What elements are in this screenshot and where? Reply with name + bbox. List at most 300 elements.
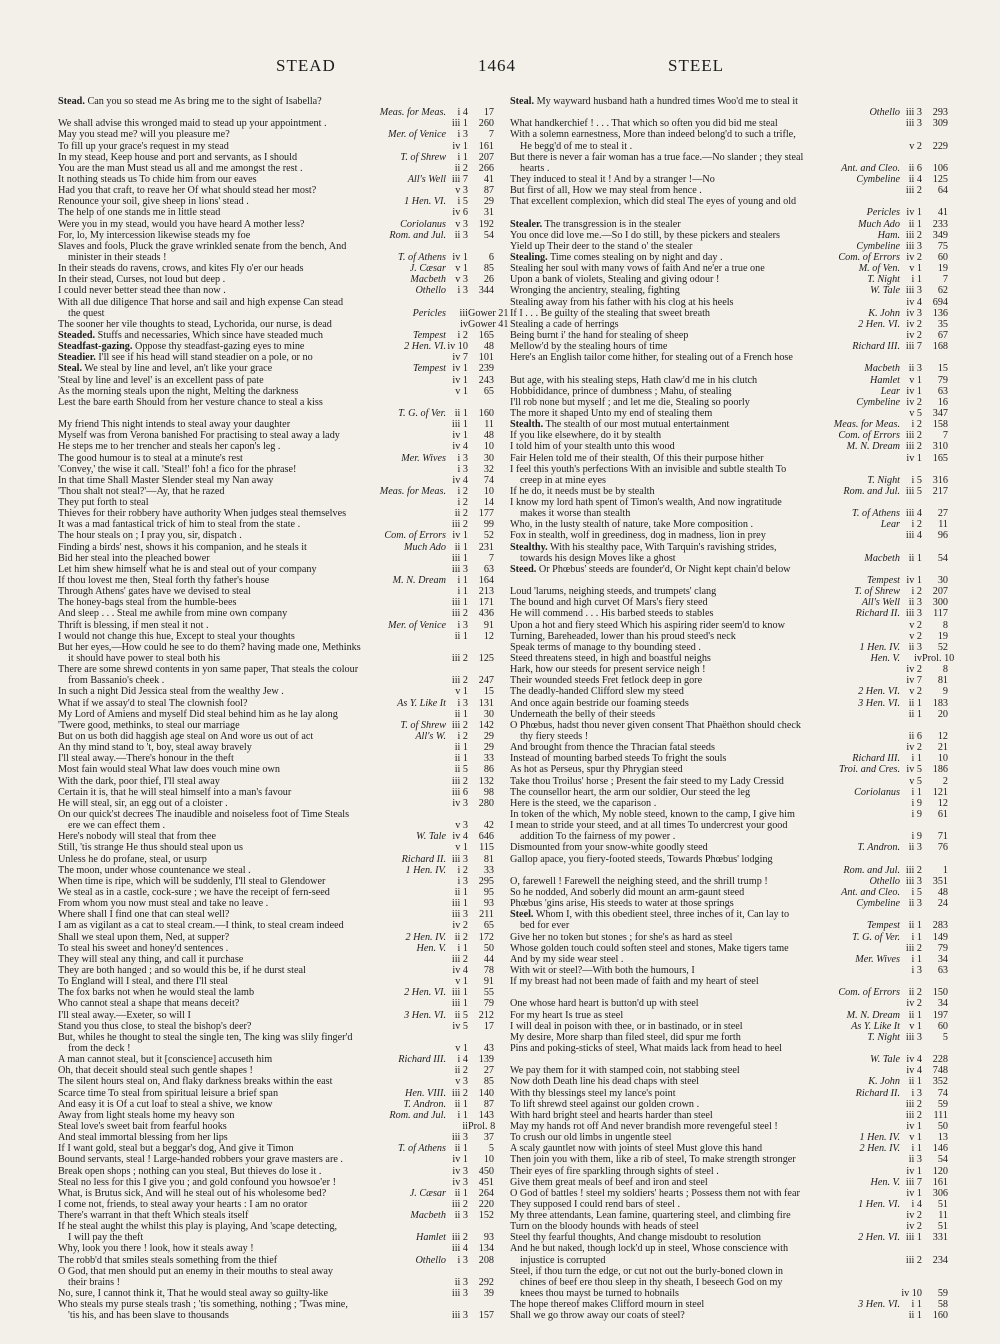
play-title: 3 Hen. VI.	[404, 1009, 446, 1021]
line-number: 748	[932, 1065, 948, 1077]
quotation-text: the quest	[68, 307, 105, 319]
play-reference	[898, 809, 948, 820]
act-scene: i 1	[457, 151, 468, 163]
play-reference	[402, 1010, 494, 1021]
concordance-line	[58, 508, 494, 519]
headword: Stealthy.	[510, 541, 548, 553]
act-scene: v 3	[455, 274, 468, 286]
line-number: 91	[483, 619, 494, 631]
concordance-line	[58, 553, 494, 564]
concordance-line	[58, 776, 494, 787]
concordance-line	[510, 174, 948, 185]
quotation-text: May my hands rot off And never brandish more revengeful steel !	[510, 1120, 778, 1132]
act-scene: iii 2	[905, 441, 922, 453]
act-scene: i 5	[457, 196, 468, 208]
line-number: 293	[932, 107, 948, 119]
headword: Steal.	[510, 96, 535, 107]
line-number: 149	[932, 931, 948, 943]
quotation-text: I feel this youth's perfections With an invisible and subtle stealth To	[510, 463, 787, 475]
quotation-text: To England will I steal, and there I'll steal	[58, 976, 229, 988]
concordance-line	[510, 1099, 948, 1110]
concordance-line	[58, 519, 494, 530]
play-reference	[444, 1076, 494, 1087]
line-number: 451	[478, 1176, 494, 1188]
concordance-line	[510, 1277, 948, 1288]
act-scene: ii 2	[454, 931, 468, 943]
concordance-line	[510, 1032, 948, 1043]
quotation-text: And steal immortal blessing from her lips	[58, 1132, 228, 1144]
act-scene: iii 2	[451, 608, 468, 620]
quotation-text: O Phœbus, hadst thou never given consent That Phaëthon should check	[510, 719, 801, 731]
line-number: 50	[483, 942, 494, 954]
line-number: 7	[488, 129, 494, 141]
line-number: 207	[932, 586, 948, 598]
headword: Steadfast-gazing.	[58, 341, 133, 353]
quotation-text: The good humour is to steal at a minute's rest	[58, 452, 243, 464]
act-scene: ii 3	[908, 363, 922, 375]
quotation-text: Upon a bank of violets, Stealing and giving odour !	[510, 274, 720, 286]
play-reference	[444, 564, 494, 575]
act-scene: iii 1	[451, 987, 468, 999]
play-title: 1 Hen. VI.	[404, 196, 446, 208]
concordance-line	[510, 508, 948, 519]
concordance-line	[58, 586, 494, 597]
line-number: 12	[937, 731, 948, 743]
play-reference	[898, 664, 948, 675]
line-number: 115	[479, 842, 494, 854]
play-reference	[898, 1099, 948, 1110]
play-title: W. Tale	[870, 285, 900, 297]
act-scene: i 3	[457, 463, 468, 475]
quotation-text: An thy mind stand to 't, boy, steal away bravely	[58, 742, 252, 754]
concordance-line	[510, 865, 948, 876]
line-number: 63	[937, 385, 948, 397]
act-scene: i 1	[911, 786, 922, 798]
concordance-line	[58, 976, 494, 987]
line-number: 26	[483, 274, 494, 286]
line-number: 78	[483, 964, 494, 976]
quotation-text: Stand you thus close, to steal the bishop's deer?	[58, 1020, 252, 1032]
quotation-text: Fair Helen told me of their stealth, Of this their purpose hither	[510, 452, 764, 464]
quotation-text: Wronging the ancientry, stealing, fighting	[510, 285, 680, 297]
act-scene: i 2	[911, 519, 922, 531]
act-scene: i 1	[911, 1299, 922, 1311]
quotation-text: thy fiery steeds !	[520, 731, 589, 743]
quotation-text: In my stead, Keep house and port and servants, as I should	[58, 151, 298, 163]
concordance-line	[58, 1243, 494, 1254]
line-number: 157	[478, 1310, 494, 1322]
play-reference	[898, 631, 948, 642]
play-title: All's Well	[861, 597, 900, 609]
line-number: 60	[937, 1020, 948, 1032]
play-reference	[850, 932, 948, 943]
quotation-text: Yield up Their deer to the stand o' the stealer	[510, 240, 693, 252]
quotation-text: So he nodded, And soberly did mount an arm-gaunt steed	[510, 886, 745, 898]
line-number: 5	[488, 1143, 494, 1155]
play-title: Rom. and Jul.	[389, 1109, 446, 1121]
play-reference	[444, 1154, 494, 1165]
quotation-text: For, lo, My intercession likewise steads my foe	[58, 229, 251, 241]
quotation-text: Steal love's sweet bait from fearful hooks	[58, 1120, 227, 1132]
act-scene: i 1	[457, 586, 468, 598]
act-scene: iv 2	[906, 329, 922, 341]
play-title: Hen. V.	[416, 942, 446, 954]
play-reference	[444, 1021, 494, 1032]
play-reference	[387, 230, 494, 241]
concordance-line	[58, 453, 494, 464]
quotation-text: I mean to stride your steed, and at all times To undercrest your good	[510, 820, 788, 832]
act-scene: v 2	[909, 140, 922, 152]
quotation-text: Give them great meals of beef and iron and steel	[510, 1176, 708, 1188]
concordance-line	[58, 1143, 494, 1154]
act-scene: iii 2	[451, 719, 468, 731]
play-reference	[444, 653, 494, 664]
act-scene: iv 4	[452, 441, 468, 453]
play-reference	[444, 597, 494, 608]
line-number: 19	[937, 630, 948, 642]
quotation-text: But age, with his stealing steps, Hath claw'd me in his clutch	[510, 374, 758, 386]
act-scene: iii 3	[451, 853, 468, 865]
act-scene: ii 1	[908, 1076, 922, 1088]
play-reference	[391, 575, 494, 586]
play-reference	[398, 152, 494, 163]
act-scene: iii 4	[905, 530, 922, 542]
left-column	[58, 96, 509, 1334]
line-number: 11	[938, 519, 948, 531]
play-reference	[444, 441, 494, 452]
play-reference	[850, 753, 948, 764]
play-title: Tempest	[412, 363, 446, 375]
concordance-line	[510, 1221, 948, 1232]
quotation-text: In such a night Did Jessica steal from the wealthy Jew .	[58, 686, 284, 698]
play-reference	[850, 508, 948, 519]
concordance-line	[58, 620, 494, 631]
play-reference	[396, 252, 494, 263]
quotation-text: I'll steal away.—There's honour in the theft	[58, 753, 234, 765]
line-number: 30	[483, 452, 494, 464]
play-reference	[444, 998, 494, 1009]
concordance-line	[58, 608, 494, 619]
concordance-line	[510, 764, 948, 775]
play-title: Cymbeline	[856, 173, 900, 185]
quotation-text: If thou lovest me then, Steal forth thy father's house	[58, 575, 270, 587]
line-number: 280	[478, 797, 494, 809]
concordance-line	[58, 497, 494, 508]
concordance-line	[510, 620, 948, 631]
act-scene: iv 1	[452, 1154, 468, 1166]
play-reference	[865, 575, 948, 586]
play-title: Meas. for Meas.	[379, 485, 446, 497]
running-head	[58, 56, 942, 82]
play-title: Mer. Wives	[855, 953, 900, 965]
quotation-text: Finding a birds' nest, shows it his companion, and he steals it	[58, 541, 307, 553]
play-reference	[849, 1021, 948, 1032]
act-scene: ii 1	[454, 1143, 468, 1155]
quotation-text: A man cannot steal, but it [conscience] accuseth him	[58, 1054, 273, 1066]
quotation-text: My three attendants, Lean famine, quartering steel, and climbing fire	[510, 1210, 791, 1222]
play-reference	[879, 519, 948, 530]
line-number: 8	[942, 664, 948, 676]
quotation-text: That excellent complexion, which did steal The eyes of young and old	[510, 196, 797, 208]
play-reference	[862, 553, 948, 564]
play-reference	[865, 207, 948, 218]
play-reference	[898, 1288, 948, 1299]
play-title: Troi. and Cres.	[839, 764, 900, 776]
concordance-line	[510, 653, 955, 665]
act-scene: iv 10	[901, 1288, 922, 1300]
quotation-text: You once did love me.—So I do still, by these pickers and stealers	[510, 229, 781, 241]
play-title: Othello	[869, 107, 900, 119]
act-scene: ii 6	[908, 162, 922, 174]
concordance-line	[58, 341, 494, 352]
play-reference	[444, 464, 494, 475]
quotation-text: I am as vigilant as a cat to steal cream.—I think, to steal cream indeed	[58, 920, 344, 932]
act-scene: iii 2	[451, 519, 468, 531]
concordance-line	[58, 1010, 494, 1021]
quotation-text: Steel, if thou turn the edge, or cut not out the burly-boned clown in	[510, 1265, 784, 1277]
act-scene: iii 2	[905, 1098, 922, 1110]
concordance-line	[510, 1288, 948, 1299]
act-scene: iv 2	[906, 1221, 922, 1233]
line-number: 81	[937, 675, 948, 687]
quotation-text: Steadier. I'll see if his head will stand steadier on a pole, or no	[58, 352, 313, 364]
play-title: T. Night	[867, 474, 900, 486]
play-reference	[832, 419, 948, 430]
play-reference	[857, 1143, 948, 1154]
line-number: 213	[478, 586, 494, 598]
play-title: Richard III.	[398, 1054, 446, 1066]
quotation-text: And sleep . . . Steal me awhile from mine own company	[58, 608, 288, 620]
line-number: 76	[937, 842, 948, 854]
act-scene: ii 3	[908, 641, 922, 653]
headword: Steaded.	[58, 329, 96, 341]
quotation-text: Instead of mounting barbed steeds To fright the souls	[510, 753, 727, 765]
act-scene: v 5	[909, 775, 922, 787]
line-number: 81	[483, 853, 494, 865]
play-reference	[403, 865, 494, 876]
line-number: 58	[937, 1299, 948, 1311]
act-scene: ii 3	[454, 1276, 468, 1288]
play-reference	[444, 375, 494, 386]
play-reference	[444, 1132, 494, 1143]
act-scene: v 1	[455, 842, 468, 854]
concordance-line	[58, 787, 494, 798]
line-number: 85	[483, 1076, 494, 1088]
play-reference	[444, 709, 494, 720]
play-reference	[444, 776, 494, 787]
quotation-text: Upon a hot and fiery steed Which his aspiring rider seem'd to know	[510, 619, 785, 631]
concordance-line	[510, 1232, 948, 1243]
act-scene: iii 7	[905, 1176, 922, 1188]
concordance-line	[510, 230, 948, 241]
concordance-line	[510, 1188, 948, 1199]
concordance-line	[510, 831, 948, 842]
line-number: 15	[483, 686, 494, 698]
concordance-line	[510, 207, 948, 218]
concordance-line	[58, 1221, 494, 1232]
act-scene: i 1	[911, 1143, 922, 1155]
play-reference	[862, 363, 948, 374]
act-scene: iii 3	[451, 1288, 468, 1300]
play-reference	[444, 519, 494, 530]
line-number: Gower 41	[468, 318, 509, 330]
play-reference	[866, 1076, 948, 1087]
line-number: 16	[937, 396, 948, 408]
act-scene: i 2	[911, 586, 922, 598]
play-reference	[413, 285, 494, 296]
quotation-text: Where shall I find one that can steal well?	[58, 909, 230, 921]
play-reference	[444, 586, 494, 597]
quotation-text: We shall advise this wronged maid to stead up your appointment .	[58, 118, 327, 130]
play-reference	[444, 386, 494, 397]
line-number: 450	[478, 1165, 494, 1177]
line-number: 35	[937, 318, 948, 330]
line-number: 111	[933, 1109, 948, 1121]
concordance-line	[58, 909, 494, 920]
play-reference	[444, 318, 509, 330]
quotation-text: Who cannot steal a shape that means deceit?	[58, 998, 240, 1010]
play-reference	[444, 163, 494, 174]
play-reference	[898, 731, 948, 742]
concordance-line	[510, 1088, 948, 1099]
concordance-line	[58, 185, 494, 196]
act-scene: iv 1	[906, 1120, 922, 1132]
quotation-text: knees thou mayst be turned to hobnails	[520, 1288, 680, 1300]
act-scene: i 2	[457, 497, 468, 509]
concordance-line	[510, 1299, 948, 1310]
play-title: Cymbeline	[856, 898, 900, 910]
act-scene: v 1	[455, 263, 468, 275]
quotation-text: Mellow'd by the stealing hours of time	[510, 341, 668, 353]
act-scene: i 1	[911, 931, 922, 943]
quotation-text: If I . . . Be guilty of the stealing that sweet breath	[510, 307, 711, 319]
play-title: Pericles	[412, 307, 446, 319]
line-number: 217	[932, 485, 948, 497]
act-scene: iii 1	[451, 118, 468, 130]
quotation-text: To steal his sweet and honey'd sentences .	[58, 942, 229, 954]
play-title: W. Tale	[870, 1054, 900, 1066]
concordance-line	[510, 163, 948, 174]
act-scene: v 3	[455, 820, 468, 832]
act-scene: iv 1	[452, 363, 468, 375]
headword: Steed.	[510, 563, 537, 575]
play-reference	[411, 330, 494, 341]
quotation-text: Stealing away from his father with his clog at his heels	[510, 296, 734, 308]
quotation-text: A scaly gauntlet now with joints of steel Must glove this hand	[510, 1143, 763, 1155]
play-title: Hamlet	[416, 1232, 446, 1244]
concordance-line	[510, 519, 948, 530]
concordance-line	[58, 709, 494, 720]
concordance-line	[58, 1210, 494, 1221]
concordance-line	[58, 1299, 494, 1310]
line-number: 132	[478, 775, 494, 787]
line-number: 168	[932, 341, 948, 353]
quotation-text: Certain it is, that he will steal himself into a man's favour	[58, 786, 292, 798]
act-scene: iii 2	[451, 953, 468, 965]
line-number: 27	[483, 1065, 494, 1077]
play-reference	[898, 709, 948, 720]
quotation-text: it should have power to steal both his	[68, 653, 220, 665]
quotation-text: But, whiles he thought to steal the single ten, The king was slily finger'd	[58, 1031, 353, 1043]
quotation-text: The moon, under whose countenance we steal .	[58, 864, 251, 876]
concordance-line	[510, 252, 948, 263]
act-scene: iii 3	[905, 240, 922, 252]
quotation-text: My friend This night intends to steal away your daughter	[58, 419, 291, 431]
quotation-text: And he but naked, though lock'd up in steel, Whose conscience with	[510, 1243, 789, 1255]
act-scene: ii 1	[908, 552, 922, 564]
play-title: T. of Shrew	[400, 151, 446, 163]
act-scene: ii 1	[454, 753, 468, 765]
concordance-line	[510, 1121, 948, 1132]
play-reference	[898, 185, 948, 196]
play-reference	[868, 653, 955, 665]
act-scene: iii 2	[451, 653, 468, 665]
act-scene: ii 1	[908, 697, 922, 709]
quotation-text: Hark, how our steeds for present service neigh !	[510, 664, 706, 676]
line-number: 27	[937, 508, 948, 520]
line-number: 48	[483, 430, 494, 442]
play-title: 2 Hen. VI.	[858, 318, 900, 330]
quotation-text: What handkerchief ! . . . That which so often you did bid me steal	[510, 118, 778, 130]
quotation-text: Bound servants, steal ! Large-handed robbers your grave masters are .	[58, 1154, 343, 1166]
act-scene: iii 3	[905, 118, 922, 130]
play-reference	[854, 241, 948, 252]
concordance-line	[510, 731, 948, 742]
act-scene: i 9	[911, 797, 922, 809]
concordance-line	[510, 597, 948, 608]
line-number: 177	[478, 508, 494, 520]
play-reference	[402, 341, 494, 352]
line-number: 99	[483, 519, 494, 531]
line-number: 37	[483, 1132, 494, 1144]
play-reference	[444, 686, 494, 697]
play-reference	[444, 1177, 494, 1188]
concordance-line	[510, 1177, 948, 1188]
quotation-text: Stealth. The stealth of our most mutual entertainment	[510, 419, 730, 431]
play-title: Cymbeline	[856, 240, 900, 252]
concordance-line	[510, 575, 948, 586]
quotation-text: Loud 'larums, neighing steeds, and trumpets' clang	[510, 586, 717, 598]
quotation-text: Steel thy fearful thoughts, And change misdoubt to resolution	[510, 1232, 761, 1244]
line-number: 86	[483, 764, 494, 776]
play-title: Ant. and Cleo.	[841, 162, 900, 174]
play-title: Richard II.	[401, 853, 446, 865]
quotation-text: I come not, friends, to steal away your hearts : I am no orator	[58, 1198, 308, 1210]
line-number: 165	[478, 329, 494, 341]
quotation-text: injustice is corrupted	[520, 1254, 606, 1266]
play-reference	[396, 1054, 494, 1065]
line-number: 10	[483, 441, 494, 453]
play-title: Macbeth	[410, 1210, 446, 1222]
line-number: 63	[937, 964, 948, 976]
play-title: Rom. and Jul.	[843, 485, 900, 497]
play-reference	[898, 943, 948, 954]
concordance-line	[510, 898, 948, 909]
line-number: 87	[483, 1098, 494, 1110]
quotation-text: If he do, it needs must be by stealth	[510, 485, 655, 497]
headword: Steel.	[510, 909, 534, 921]
quotation-text: With all due diligence That horse and sail and high expense Can stead	[58, 296, 344, 308]
act-scene: iii 3	[905, 107, 922, 119]
quotation-text: In their stead, Curses, not loud but deep .	[58, 274, 226, 286]
line-number: 165	[932, 452, 948, 464]
act-scene: v 1	[455, 976, 468, 988]
act-scene: iii 2	[451, 775, 468, 787]
quotation-text: Turn on the bloody hounds with heads of steel	[510, 1221, 699, 1233]
quotation-text: minister in their steads !	[68, 251, 167, 263]
play-reference	[865, 274, 948, 285]
play-reference	[856, 1199, 948, 1210]
